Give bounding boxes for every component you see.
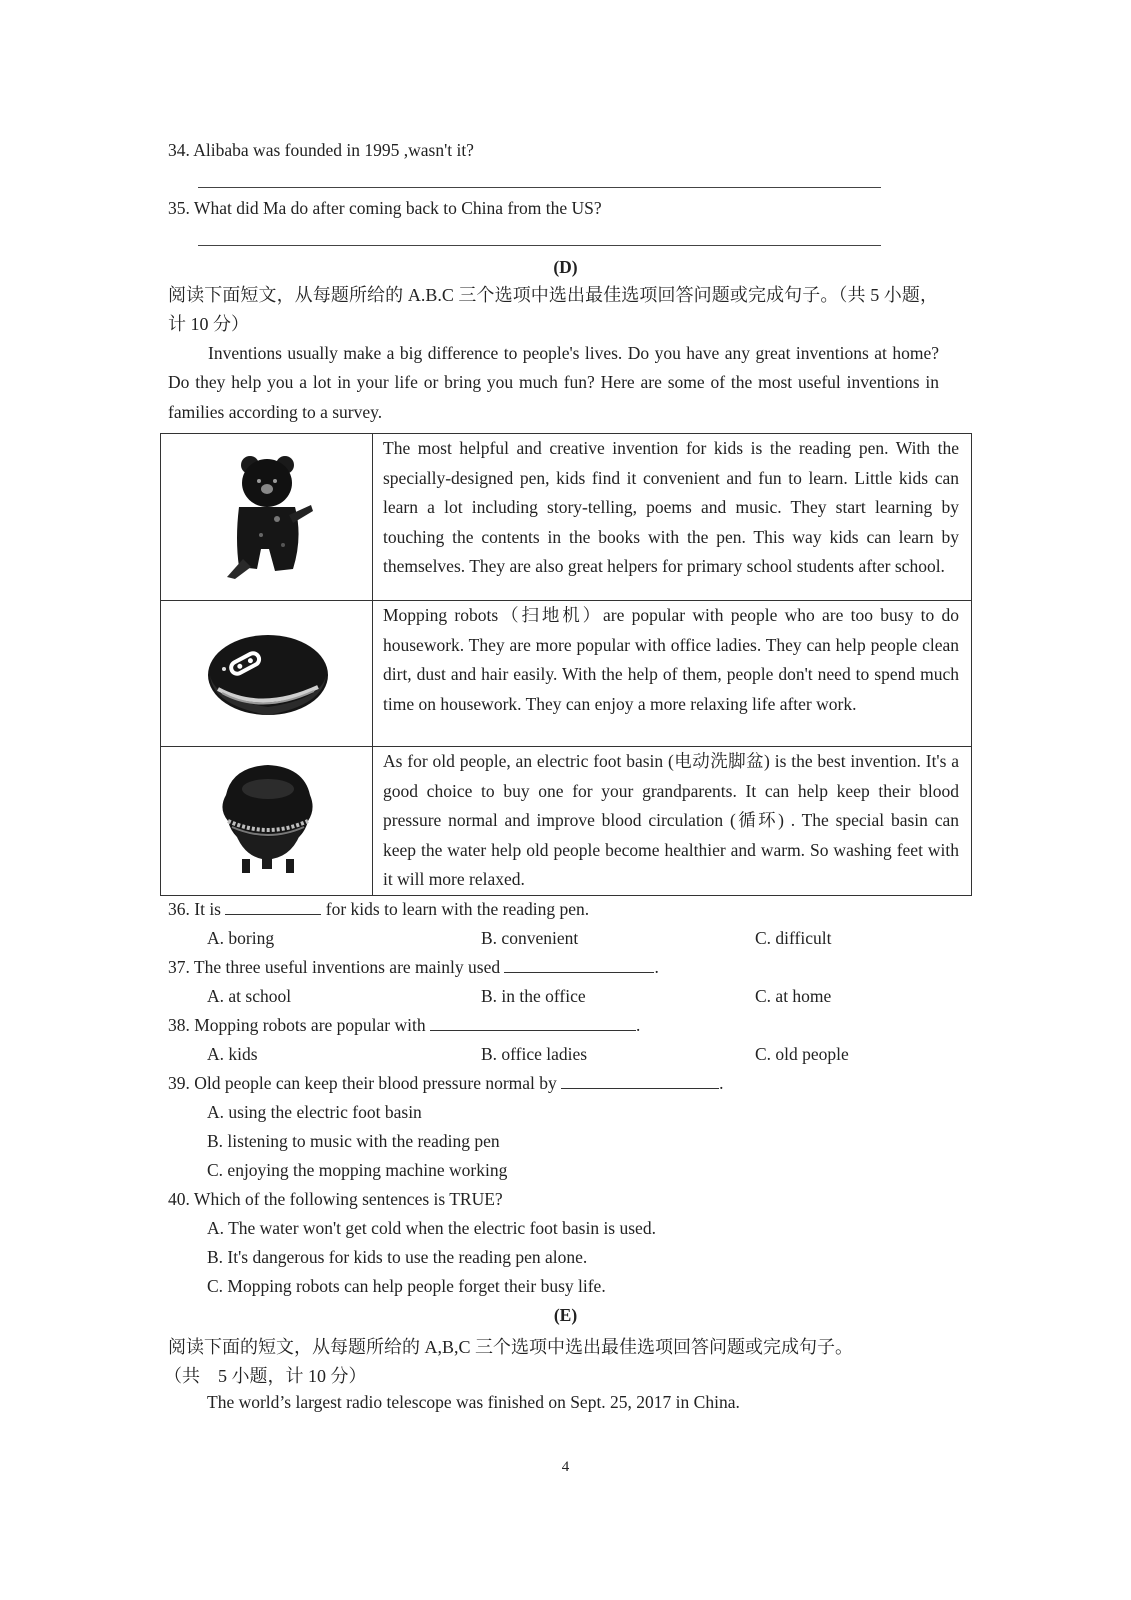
option-39a[interactable]: A. using the electric foot basin (207, 1102, 422, 1122)
section-e-instruction-2: （共 5 小题，计 10 分） (164, 1366, 367, 1386)
question-34: 34. Alibaba was founded in 1995 ,wasn't it? (168, 140, 474, 160)
section-d-intro: Inventions usually make a big difference to people's lives. Do you have any great inventions at home? Do they help you a lot in your life or bring you much fun? Here are some of the most useful inventions in families according to a survey. (168, 343, 939, 422)
option-39c[interactable]: C. enjoying the mopping machine working (207, 1160, 508, 1180)
answer-line-34[interactable] (198, 187, 881, 188)
table-image-cell (161, 601, 373, 747)
question-36 (168, 899, 589, 920)
answer-blank[interactable] (561, 1074, 719, 1089)
table-image-cell (161, 434, 373, 601)
question-stem: 37. The three useful inventions are mainly used (168, 957, 501, 977)
question-stem-end: . (719, 1073, 724, 1093)
question-35: 35. What did Ma do after coming back to China from the US? (168, 198, 602, 218)
section-d-instruction: 阅读下面短文，从每题所给的 A.B.C 三个选项中选出最佳选项回答问题或完成句子。（共 5 小题，计 10 分） (168, 285, 938, 334)
option-37c[interactable]: C. at home (755, 986, 832, 1006)
question-stem: 36. It is (168, 899, 221, 919)
section-d-label: (D) (553, 257, 578, 277)
section-e-instruction-1: 阅读下面的短文，从每题所给的 A,B,C 三个选项中选出最佳选项回答问题或完成句子。 (168, 1337, 854, 1357)
question-stem-end: . (654, 957, 659, 977)
answer-blank[interactable] (504, 958, 654, 973)
option-38c[interactable]: C. old people (755, 1044, 849, 1064)
reading-pen-bear-image (217, 449, 317, 581)
question-stem: 39. Old people can keep their blood pressure normal by (168, 1073, 557, 1093)
question-stem: 38. Mopping robots are popular with (168, 1015, 426, 1035)
foot-basin-image (212, 759, 322, 877)
table-row (161, 601, 972, 747)
table-image-cell (161, 747, 373, 896)
mopping-robot-image (202, 619, 332, 723)
answer-line-35[interactable] (198, 245, 881, 246)
option-39b[interactable]: B. listening to music with the reading pen (207, 1131, 500, 1151)
option-36a[interactable]: A. boring (207, 928, 275, 948)
answer-blank[interactable] (225, 900, 321, 915)
option-40a[interactable]: A. The water won't get cold when the electric foot basin is used. (207, 1218, 656, 1238)
question-39 (168, 1073, 724, 1094)
section-e-first-line: The world’s largest radio telescope was finished on Sept. 25, 2017 in China. (207, 1392, 740, 1412)
answer-blank[interactable] (430, 1016, 636, 1031)
question-stem-end: for kids to learn with the reading pen. (325, 899, 590, 919)
option-37b[interactable]: B. in the office (481, 986, 586, 1006)
table-text-cell: As for old people, an electric foot basin (电动洗脚盆) is the best invention. It's a good choice to buy one for your grandparents. It can help keep their blood pressure normal and improve blood circulation (循环) . The special basin can keep the water help old people become healthier and warm. So washing feet with it will more relaxed. (373, 747, 972, 896)
table-row (161, 434, 972, 601)
option-40b[interactable]: B. It's dangerous for kids to use the reading pen alone. (207, 1247, 588, 1267)
option-38a[interactable]: A. kids (207, 1044, 258, 1064)
question-37 (168, 957, 659, 978)
option-36c[interactable]: C. difficult (755, 928, 832, 948)
option-37a[interactable]: A. at school (207, 986, 292, 1006)
section-e-label: (E) (553, 1305, 578, 1325)
table-text-cell: Mopping robots（扫地机）are popular with people who are too busy to do housework. They are more popular with office ladies. They can help people clean dirt, dust and hair easily. With the help of them, people don't need to spend much time on housework. They can enjoy a more relaxing life after work. (373, 601, 972, 747)
option-38b[interactable]: B. office ladies (481, 1044, 588, 1064)
option-36b[interactable]: B. convenient (481, 928, 579, 948)
question-stem-end: . (635, 1015, 641, 1035)
option-40c[interactable]: C. Mopping robots can help people forget their busy life. (207, 1276, 606, 1296)
question-38 (168, 1015, 640, 1036)
table-text-cell: The most helpful and creative invention for kids is the reading pen. With the specially-designed pen, kids find it convenient and fun to learn. Little kids can learn a lot including story-telling, poems and music. They start learning by touching the contents in the books with the pen. This way kids can learn by themselves. They are also great helpers for primary school students after school. (373, 434, 972, 601)
question-40: 40. Which of the following sentences is TRUE? (168, 1189, 503, 1209)
page-number: 4 (561, 1459, 570, 1475)
inventions-table (160, 433, 972, 896)
table-row (161, 747, 972, 896)
